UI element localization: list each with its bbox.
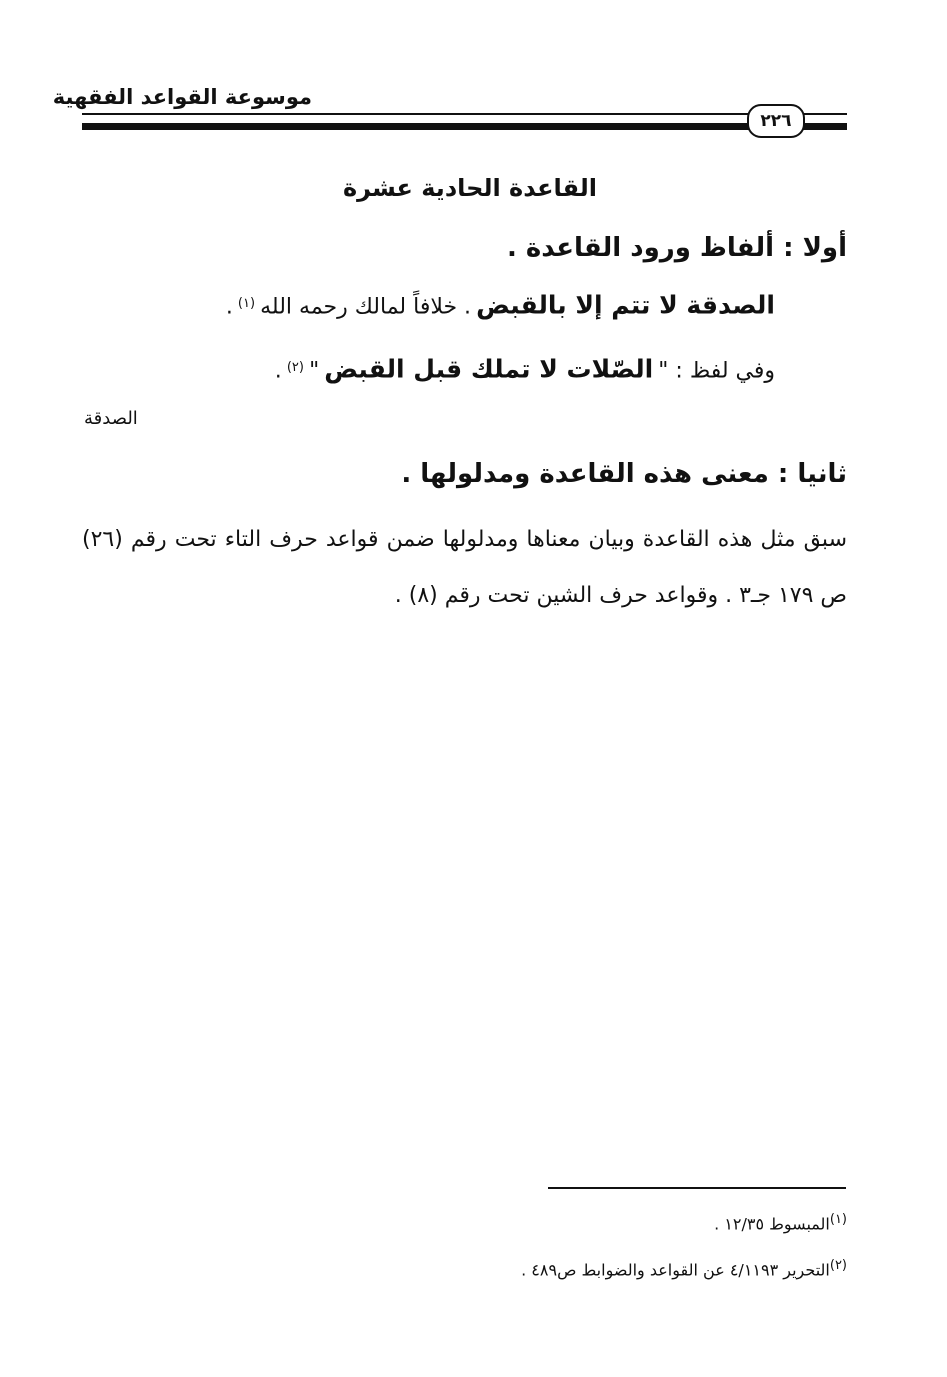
line1-end: . xyxy=(225,294,233,320)
footnote-ref-2[interactable]: (٢) xyxy=(286,360,304,375)
footnote-1 xyxy=(714,1204,847,1236)
rule-title: القاعدة الحادية عشرة xyxy=(342,174,597,202)
running-title: موسوعة القواعد الفقهية xyxy=(52,85,312,109)
section2-heading: ثانيا : معنى هذه القاعدة ومدلولها . xyxy=(401,459,847,489)
page-number: ٢٢٦ xyxy=(747,104,805,138)
section1-line2 xyxy=(275,346,775,390)
footnote-2 xyxy=(521,1250,847,1282)
line2-start: وفي لفظ : " xyxy=(658,358,775,384)
section1-heading: أولا : ألفاظ ورود القاعدة . xyxy=(506,233,847,263)
footnote-text-2: التحرير ٤/١١٩٣ عن القواعد والضوابط ص٤٨٩ . xyxy=(521,1260,830,1280)
footnote-marker-1: (١) xyxy=(829,1212,847,1227)
section2-paragraph: سبق مثل هذه القاعدة وبيان معناها ومدلولها ضمن قواعد حرف التاء تحت رقم (٢٦) ص ١٧٩ جـ٣ . وقواعد حرف الشين تحت رقم (٨) . xyxy=(82,527,847,608)
footnote-marker-2: (٢) xyxy=(829,1258,847,1273)
header-rule-thick-right xyxy=(803,123,847,130)
line2-quote: " xyxy=(309,358,320,384)
section1-line1 xyxy=(226,282,775,326)
line2-end: . xyxy=(274,358,282,384)
footnote-ref-1[interactable]: (١) xyxy=(237,296,256,311)
variant-text-bold: الصّلات لا تملك قبل القبض xyxy=(324,354,654,384)
footnote-text-1: المبسوط ١٢/٣٥ . xyxy=(714,1214,830,1234)
header-rule-thick-left xyxy=(82,123,750,130)
rule-text-bold: الصدقة لا تتم إلا بالقبض xyxy=(476,290,775,320)
rule-text-rest: . خلافاً لمالك رحمه الله xyxy=(260,294,472,320)
header-rule-thin xyxy=(82,113,847,115)
margin-note: الصدقة xyxy=(84,408,138,429)
footnote-rule xyxy=(548,1187,846,1189)
